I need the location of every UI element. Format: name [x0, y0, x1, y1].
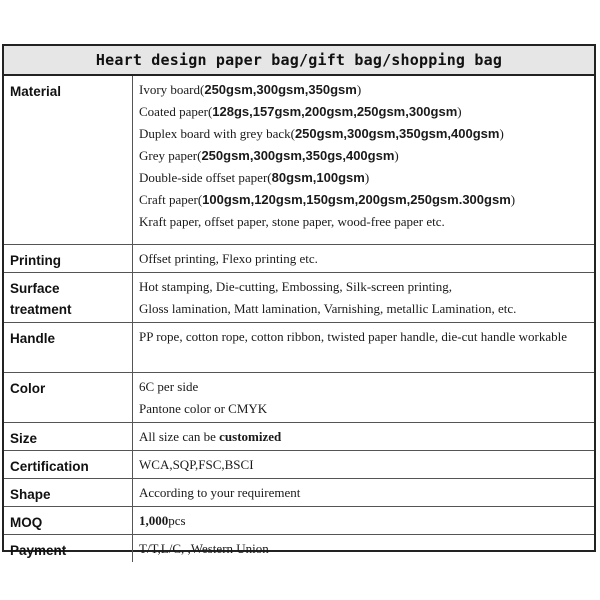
spec-sheet	[2, 44, 596, 558]
label-certification: Certification	[4, 450, 133, 478]
material-craft: Craft paper(100gsm,120gsm,150gsm,200gsm,250gsm.300gsm)	[139, 192, 516, 207]
row-certification	[4, 450, 594, 478]
value-shape: According to your requirement	[133, 478, 595, 506]
label-handle: Handle	[4, 322, 133, 372]
value-material	[133, 76, 595, 244]
material-ivory: Ivory board(250gsm,300gsm,350gsm)	[139, 82, 362, 97]
value-color: 6C per side Pantone color or CMYK	[133, 372, 595, 422]
material-coated: Coated paper(128gs,157gsm,200gsm,250gsm,300gsm)	[139, 104, 462, 119]
label-printing: Printing	[4, 244, 133, 272]
label-size: Size	[4, 422, 133, 450]
value-certification: WCA,SQP,FSC,BSCI	[133, 450, 595, 478]
label-payment: Payment	[4, 534, 133, 562]
material-grey: Grey paper(250gsm,300gsm,350gs,400gsm)	[139, 148, 399, 163]
material-duplex: Duplex board with grey back(250gsm,300gsm,350gsm,400gsm)	[139, 126, 504, 141]
value-printing: Offset printing, Flexo printing etc.	[133, 244, 595, 272]
label-surface: Surface treatment	[4, 272, 133, 322]
label-material: Material	[4, 76, 133, 244]
label-shape: Shape	[4, 478, 133, 506]
row-material	[4, 76, 594, 244]
row-surface	[4, 272, 594, 322]
value-size: All size can be customized	[133, 422, 595, 450]
row-moq	[4, 506, 594, 534]
row-payment	[4, 534, 594, 562]
value-handle: PP rope, cotton rope, cotton ribbon, twisted paper handle, die-cut handle workable	[133, 322, 595, 372]
row-printing	[4, 244, 594, 272]
value-moq: 1,000pcs	[133, 506, 595, 534]
spec-table	[4, 76, 594, 562]
row-color	[4, 372, 594, 422]
row-size	[4, 422, 594, 450]
row-shape	[4, 478, 594, 506]
sheet-title: Heart design paper bag/gift bag/shopping bag	[4, 46, 594, 76]
material-offset: Double-side offset paper(80gsm,100gsm)	[139, 170, 370, 185]
material-kraft: Kraft paper, offset paper, stone paper, wood-free paper etc.	[139, 214, 445, 229]
row-handle	[4, 322, 594, 372]
value-payment: T/T,L/C, ,Western Union	[133, 534, 595, 562]
label-moq: MOQ	[4, 506, 133, 534]
label-color: Color	[4, 372, 133, 422]
value-surface: Hot stamping, Die-cutting, Embossing, Silk-screen printing, Gloss lamination, Matt lamination, Varnishing, metallic Lamination, etc.	[133, 272, 595, 322]
